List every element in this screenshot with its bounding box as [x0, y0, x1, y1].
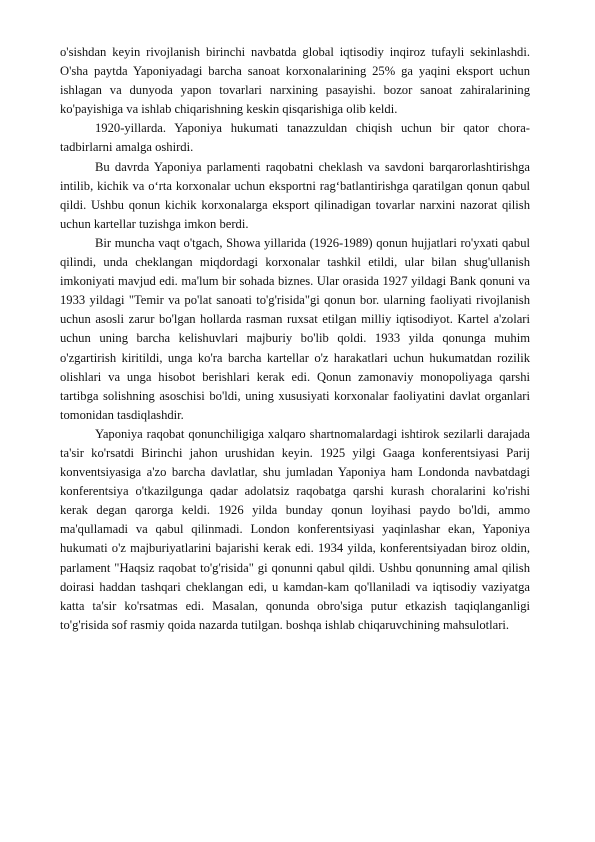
paragraph: Bir muncha vaqt o'tgach, Showa yillarida (1926-1989) qonun hujjatlari ro'yxati qabul qilindi, unda cheklangan miqdordagi korxonalar tashkil etildi, ular bilan shug'ullanish imkoniyati mavjud edi. ma'lum bir sohada biznes. Ular orasida 1927 yildagi Bank qonuni va 1933 yildagi "Temir va po'lat sanoati to'g'risida"gi qonun bor. ularning faoliyati rivojlanish uchun asosli zarur bo'lgan hollarda rasman ruxsat etilgan milliy iqtisodiyot. Kartel a'zolari uchun uning barcha kelishuvlari majburiy bo'lib qoldi. 1933 yilda qonunga muhim o'zgartirish kiritildi, unga ko'ra barcha kartellar o'z harakatlari uchun hukumatdan rozilik olishlari va unga hisobot berishlari kerak edi. Qonun zamonaviy monopoliyaga qarshi tartibga solishning asoschisi bo'ldi, uning xususiyati korxonalar faoliyatini davlat organlari tomonidan tasdiqlashdir. [60, 235, 530, 422]
paragraph: Bu davrda Yaponiya parlamenti raqobatni cheklash va savdoni barqarorlashtirishga intilib, kichik va o‘rta korxonalar uchun eksportni rag‘batlantirishga qaratilgan qonun qabul qildi. Ushbu qonun kichik korxonalarga eksport qilinadigan tovarlar narxini nazorat qilish uchun kartellar tuzishga imkon berdi. [60, 159, 530, 231]
paragraph: o'sishdan keyin rivojlanish birinchi navbatda global iqtisodiy inqiroz tufayli sekinlashdi. O'sha paytda Yaponiyadagi barcha sanoat korxonalarining 25% ga yaqini eksport uchun ishlagan va dunyoda yapon tovarlari narxining pasayishi. bozor sanoat zahiralarining ko'payishiga va ishlab chiqarishning keskin qisqarishiga olib keldi. [60, 45, 530, 117]
paragraph: 1920-yillarda. Yaponiya hukumati tanazzuldan chiqish uchun bir qator chora-tadbirlarni amalga oshirdi. [60, 121, 530, 155]
paragraph: Yaponiya raqobat qonunchiligiga xalqaro shartnomalardagi ishtirok sezilarli darajada ta'sir ko'rsatdi Birinchi jahon urushidan keyin. 1925 yilgi Gaaga konferentsiyasi Parij konventsiyasiga a'zo barcha davlatlar, shu jumladan Yaponiya ham Londonda navbatdagi konferentsiya o'tkazilgunga qadar adolatsiz raqobatga qarshi kurash choralarini ko'rishi kerak degan qarorga keldi. 1926 yilda bunday qonun loyihasi paydo bo'ldi, ammo ma'qullamadi va qabul qilinmadi. London konferentsiyasi yaqinlashar ekan, Yaponiya hukumati o'z majburiyatlarini bajarishi kerak edi. 1934 yilda, konferentsiyadan biroz oldin, parlament "Haqsiz raqobat to'g'risida" gi qonunni qabul qildi. Ushbu qonunning amal qilish doirasi haddan tashqari cheklangan edi, u kamdan-kam qo'llaniladi va iqtisodiy vaziyatga katta ta'sir ko'rsatmas edi. Masalan, qonunda obro'siga putur etkazish taqiqlanganligi to'g'risida sof rasmiy qoida nazarda tutilgan. boshqa ishlab chiqaruvchining mahsulotlari. [60, 426, 530, 632]
document-page [60, 43, 530, 635]
